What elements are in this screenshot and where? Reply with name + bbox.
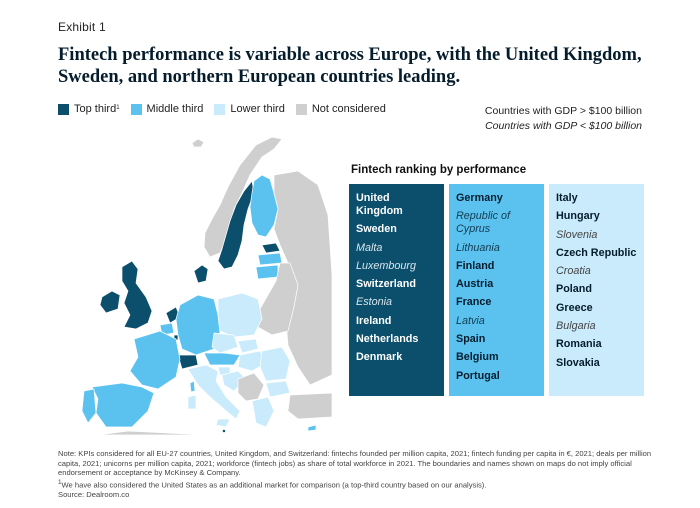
- ranking-country: Czech Republic: [556, 246, 637, 259]
- ranking-country: Germany: [456, 192, 503, 204]
- ranking-country: Poland: [556, 283, 592, 296]
- map-malta: [222, 429, 225, 432]
- legend-item-not-considered: [296, 103, 386, 115]
- ranking-country: Hungary: [556, 210, 600, 223]
- ranking-country: Slovakia: [556, 356, 600, 369]
- map-iceland: [192, 139, 204, 147]
- map-ireland: [100, 291, 120, 313]
- ranking-country: France: [456, 296, 492, 309]
- ranking-country: Croatia: [556, 265, 591, 278]
- gdp-key: [485, 104, 642, 134]
- ranking-country: Estonia: [356, 296, 393, 309]
- map-north-africa: [98, 431, 208, 435]
- map-poland: [218, 293, 262, 337]
- ranking-country: Slovenia: [556, 228, 598, 241]
- legend-item-top: [58, 103, 120, 115]
- exhibit-label: Exhibit 1: [58, 20, 106, 34]
- map-france: [130, 331, 180, 389]
- footnote-1: [58, 478, 658, 490]
- map-estonia: [262, 243, 280, 253]
- map-romania: [260, 347, 290, 381]
- map-austria: [204, 353, 240, 365]
- europe-map: [58, 135, 333, 435]
- ranking-country: Bulgaria: [556, 320, 596, 333]
- map-denmark: [194, 265, 208, 283]
- legend-item-middle: [131, 103, 204, 115]
- ranking-column-middle: [449, 184, 544, 396]
- ranking-country: Italy: [556, 192, 578, 204]
- gdp-key-small: Countries with GDP < $100 billion: [485, 120, 642, 132]
- ranking-column-top: [349, 184, 444, 396]
- ranking-title: Fintech ranking by performance: [351, 164, 527, 176]
- map-lithuania: [256, 265, 278, 279]
- legend-item-lower: [214, 103, 284, 115]
- legend-label-lower: Lower third: [230, 103, 285, 115]
- ranking-country: Austria: [456, 278, 494, 291]
- map-latvia: [258, 253, 282, 265]
- legend-label-top: Top third: [74, 103, 117, 115]
- legend: [58, 103, 397, 115]
- ranking-country: Luxembourg: [356, 259, 417, 272]
- map-slovakia: [238, 339, 258, 353]
- note-text: Note: KPIs considered for all EU-27 countries, United Kingdom, and Switzerland: fintechs founded per million capita, 2021; fintech funding per capita in €, 2021; deals per million capita, 2021; unicorns per million capita, 2021; workforce (fintech jobs) as share of total workforce in 2021. The boundaries and names shown on maps do not imply official endorsement or acceptance by McKinsey & Company.: [58, 449, 652, 478]
- ranking-country: Greece: [556, 301, 593, 314]
- legend-swatch-lower: [214, 104, 225, 115]
- ranking-column-lower: [549, 184, 644, 396]
- ranking-country: Sweden: [356, 223, 397, 236]
- map-uk: [122, 261, 152, 329]
- legend-swatch-top: [58, 104, 69, 115]
- legend-label-middle: Middle third: [146, 103, 204, 115]
- ranking-country: Malta: [356, 241, 383, 254]
- legend-label-not-considered: Not considered: [311, 103, 386, 115]
- footnotes: [58, 449, 658, 500]
- map-portugal: [82, 389, 96, 423]
- ranking-country: Finland: [456, 259, 495, 272]
- footnote-marker: 1: [58, 478, 62, 486]
- map-spain: [92, 383, 154, 427]
- map-sardinia: [188, 395, 196, 409]
- map-greece: [252, 397, 274, 427]
- ranking-country: Lithuania: [456, 241, 500, 254]
- ranking-country: Portugal: [456, 369, 500, 382]
- page-title: Fintech performance is variable across Europe, with the United Kingdom, Sweden, and northern European countries leading.: [58, 45, 642, 87]
- map-czech: [212, 333, 238, 353]
- ranking-country: United Kingdom: [356, 192, 403, 217]
- gdp-key-large: Countries with GDP > $100 billion: [484, 105, 642, 117]
- ranking-country: Netherlands: [356, 333, 419, 346]
- map-bulgaria: [266, 381, 290, 397]
- ranking-country: Belgium: [456, 351, 499, 364]
- ranking-country: Denmark: [356, 351, 403, 364]
- ranking-country: Switzerland: [356, 278, 416, 291]
- legend-footnote-marker: 1: [116, 105, 120, 111]
- legend-swatch-middle: [131, 104, 142, 115]
- map-switzerland: [178, 355, 198, 369]
- map-sicily: [216, 419, 230, 427]
- source-text: Source: Dealroom.co: [58, 489, 130, 499]
- legend-swatch-not-considered: [296, 104, 307, 115]
- ranking-country: Ireland: [356, 314, 392, 327]
- ranking-country: Spain: [456, 333, 486, 346]
- ranking-country: Romania: [556, 338, 602, 351]
- ranking-country: Republic of Cyprus: [456, 210, 511, 236]
- map-balkans: [238, 373, 264, 401]
- map-cyprus: [308, 425, 316, 431]
- ranking-country: Latvia: [456, 314, 485, 327]
- footnote-1-text: We have also considered the United States as an additional market for comparison (a top-third country based on our analysis).: [61, 480, 487, 490]
- map-corsica: [190, 381, 195, 392]
- map-turkey: [288, 393, 332, 419]
